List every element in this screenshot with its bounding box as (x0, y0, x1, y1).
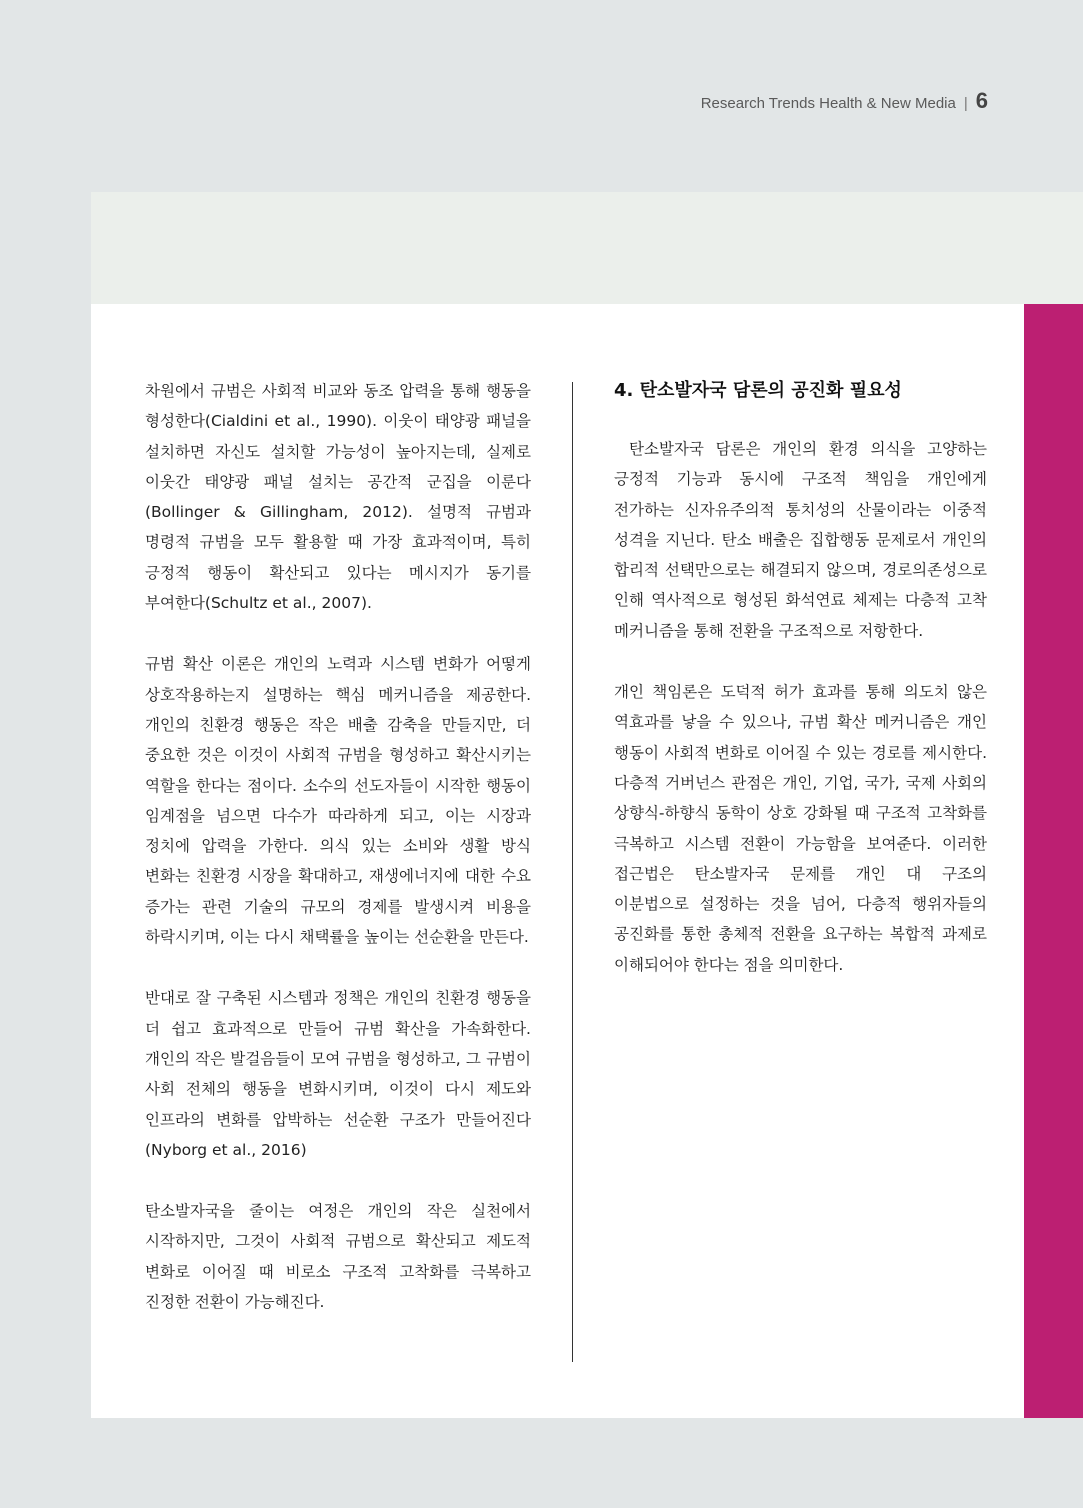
paragraph: 규범 확산 이론은 개인의 노력과 시스템 변화가 어떻게 상호작용하는지 설명하는 핵심 메커니즘을 제공한다. 개인의 친환경 행동은 작은 배출 감축을 만들지만, 더 중요한 것은 이것이 사회적 규범을 형성하고 확산시키는 역할을 한다는 점이다. 소수의 선도자들이 시작한 행동이 임계점을 넘으면 다수가 따라하게 되고, 이는 시장과 정치에 압력을 가한다. 의식 있는 소비와 생활 방식 변화는 친환경 시장을 확대하고, 재생에너지에 대한 수요 증가는 관련 기술의 규모의 경제를 발생시켜 비용을 하락시키며, 이는 다시 채택률을 높이는 선순환을 만든다. (145, 655, 531, 947)
column-divider (572, 382, 573, 1362)
header-separator: | (963, 95, 968, 112)
paragraph: 개인 책임론은 도덕적 허가 효과를 통해 의도치 않은 역효과를 낳을 수 있으나, 규범 확산 메커니즘은 개인 행동이 사회적 변화로 이어질 수 있는 경로를 제시한다. 다층적 거버넌스 관점은 개인, 기업, 국가, 국제 사회의 상향식-하향식 동학이 상호 강화될 때 구조적 고착화를 극복하고 시스템 전환이 가능함을 보여준다. 이러한 접근법은 탄소발자국 문제를 개인 대 구조의 이분법으로 설정하는 것을 넘어, 다층적 행위자들의 공진화를 통한 총체적 전환을 요구하는 복합적 과제로 이해되어야 한다는 점을 의미한다. (614, 683, 987, 974)
running-header (701, 88, 988, 114)
left-column (145, 376, 531, 1348)
paragraph: 탄소발자국 담론은 개인의 환경 의식을 고양하는 긍정적 기능과 동시에 구조적 책임을 개인에게 전가하는 신자유주의적 통치성의 산물이라는 이중적 성격을 지닌다. 탄소 배출은 집합행동 문제로서 개인의 합리적 선택만으로는 해결되지 않으며, 경로의존성으로 인해 역사적으로 형성된 화석연료 체제는 다층적 고착 메커니즘을 통해 전환을 구조적으로 저항한다. (614, 440, 987, 640)
paragraph: 반대로 잘 구축된 시스템과 정책은 개인의 친환경 행동을 더 쉽고 효과적으로 만들어 규범 확산을 가속화한다. 개인의 작은 발걸음들이 모여 규범을 형성하고, 그 규범이 사회 전체의 행동을 변화시키며, 이것이 다시 제도와 인프라의 변화를 압박하는 선순환 구조가 만들어진다(Nyborg et al., 2016) (145, 989, 531, 1159)
paragraph: 탄소발자국을 줄이는 여정은 개인의 작은 실천에서 시작하지만, 그것이 사회적 규범으로 확산되고 제도적 변화로 이어질 때 비로소 구조적 고착화를 극복하고 진정한 전환이 가능해진다. (145, 1202, 531, 1312)
top-band (91, 192, 1083, 304)
page-number: 6 (975, 88, 988, 113)
accent-side-bar (1024, 304, 1083, 1418)
paragraph: 차원에서 규범은 사회적 비교와 동조 압력을 통해 행동을 형성한다(Cialdini et al., 1990). 이웃이 태양광 패널을 설치하면 자신도 설치할 가능성이 높아지는데, 실제로 이웃간 태양광 패널 설치는 공간적 군집을 이룬다(Bollinger & Gillingham, 2012). 설명적 규범과 명령적 규범을 모두 활용할 때 가장 효과적이며, 특히 긍정적 행동이 확산되고 있다는 메시지가 동기를 부여한다(Schultz et al., 2007). (145, 382, 531, 613)
journal-title: Research Trends Health & New Media (700, 95, 956, 112)
right-column (614, 376, 987, 1011)
section-title: 4. 탄소발자국 담론의 공진화 필요성 (614, 380, 902, 401)
